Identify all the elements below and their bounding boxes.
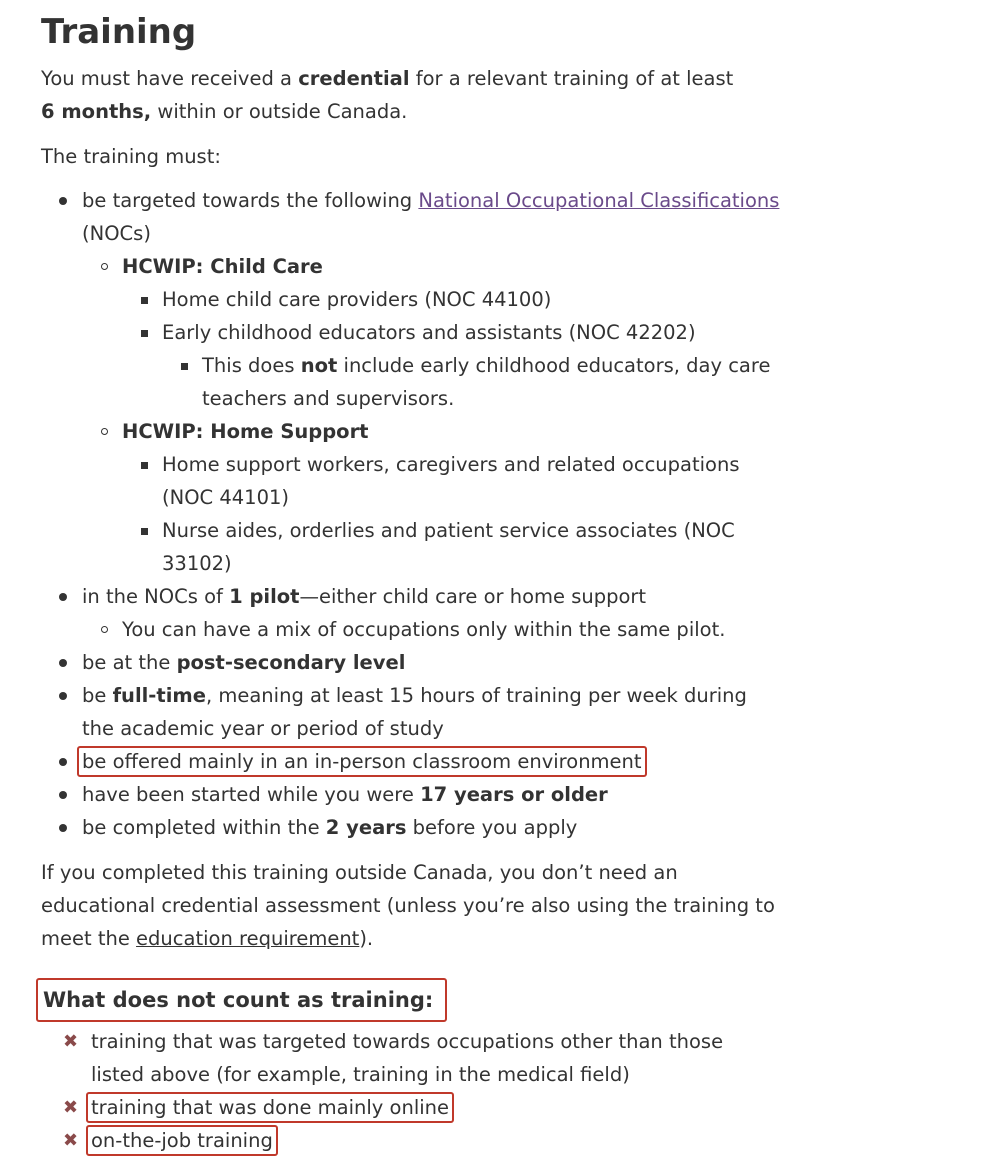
- item-text: be at the: [82, 651, 177, 674]
- highlighted-item: on-the-job training: [86, 1125, 278, 1156]
- page-title: Training: [41, 12, 197, 52]
- intro-text: for a relevant training of at least: [409, 67, 734, 90]
- intro-text: You must have received a: [41, 67, 299, 90]
- intro-bold-duration: 6 months,: [41, 100, 152, 123]
- item-text: (NOCs): [82, 222, 151, 245]
- list-item: [41, 580, 781, 646]
- item-bold: full-time: [112, 684, 206, 707]
- lead-text: The training must:: [41, 145, 221, 168]
- education-requirement-link[interactable]: education requirement: [136, 927, 360, 950]
- list-item: [41, 1124, 781, 1157]
- item-bold: 1 pilot: [229, 585, 300, 608]
- item-bold: 17 years or older: [420, 783, 608, 806]
- list-item: [41, 745, 781, 778]
- list-item: [41, 1091, 781, 1124]
- list-item: [122, 316, 781, 415]
- item-text: have been started while you were: [82, 783, 421, 806]
- home-support-heading: HCWIP: Home Support: [122, 420, 369, 443]
- not-count-heading: What does not count as training:: [43, 988, 434, 1012]
- list-item: [41, 778, 781, 811]
- list-item: [41, 184, 781, 580]
- list-item: [41, 679, 781, 745]
- cross-icon: ✖: [63, 1097, 79, 1118]
- item-text: training that was targeted towards occupations other than those listed above (for example, training in the medical field): [91, 1030, 724, 1086]
- noc-link[interactable]: National Occupational Classifications: [418, 189, 780, 212]
- list-item: [41, 646, 781, 679]
- item-bold: 2 years: [325, 816, 407, 839]
- list-item-home-support: [82, 415, 781, 580]
- item-text: before you apply: [406, 816, 578, 839]
- highlighted-item: training that was done mainly online: [86, 1092, 454, 1123]
- paragraph-text: ).: [359, 927, 374, 950]
- child-care-heading: HCWIP: Child Care: [122, 255, 323, 278]
- paragraph-text: If you completed this training outside Canada, you don’t need an educational credential assessment (unless you’re also using the training to meet the: [41, 861, 775, 950]
- note-text: include early childhood educators, day care teachers and supervisors.: [202, 354, 771, 410]
- note-text: This does: [202, 354, 301, 377]
- item-text: be completed within the: [82, 816, 326, 839]
- highlighted-item: be offered mainly in an in-person classroom environment: [77, 746, 647, 777]
- item-text: Early childhood educators and assistants (NOC 42202): [162, 321, 696, 344]
- not-count-heading-box: [36, 978, 447, 1022]
- item-text: be targeted towards the following: [82, 189, 419, 212]
- list-item: Nurse aides, orderlies and patient service associates (NOC 33102): [122, 514, 781, 580]
- intro-paragraph: [41, 62, 741, 128]
- note-bold: not: [300, 354, 338, 377]
- item-text: , meaning at least 15 hours of training per week during the academic year or period of study: [82, 684, 747, 740]
- intro-text: within or outside Canada.: [151, 100, 408, 123]
- list-item-child-care: [82, 250, 781, 415]
- list-item: Home child care providers (NOC 44100): [122, 283, 781, 316]
- cross-icon: ✖: [63, 1031, 79, 1052]
- item-text: in the NOCs of: [82, 585, 230, 608]
- list-item: [41, 811, 781, 844]
- requirements-list: [41, 184, 781, 844]
- intro-bold-credential: credential: [298, 67, 410, 90]
- item-bold: post-secondary level: [176, 651, 406, 674]
- item-text: be: [82, 684, 113, 707]
- item-text: —either child care or home support: [299, 585, 647, 608]
- cross-icon: ✖: [63, 1130, 79, 1151]
- list-item: You can have a mix of occupations only within the same pilot.: [82, 613, 781, 646]
- list-item-note: [162, 349, 781, 415]
- list-item: [41, 1025, 781, 1091]
- outside-canada-paragraph: [41, 856, 781, 955]
- not-count-list: [41, 1025, 781, 1157]
- list-item: Home support workers, caregivers and related occupations (NOC 44101): [122, 448, 781, 514]
